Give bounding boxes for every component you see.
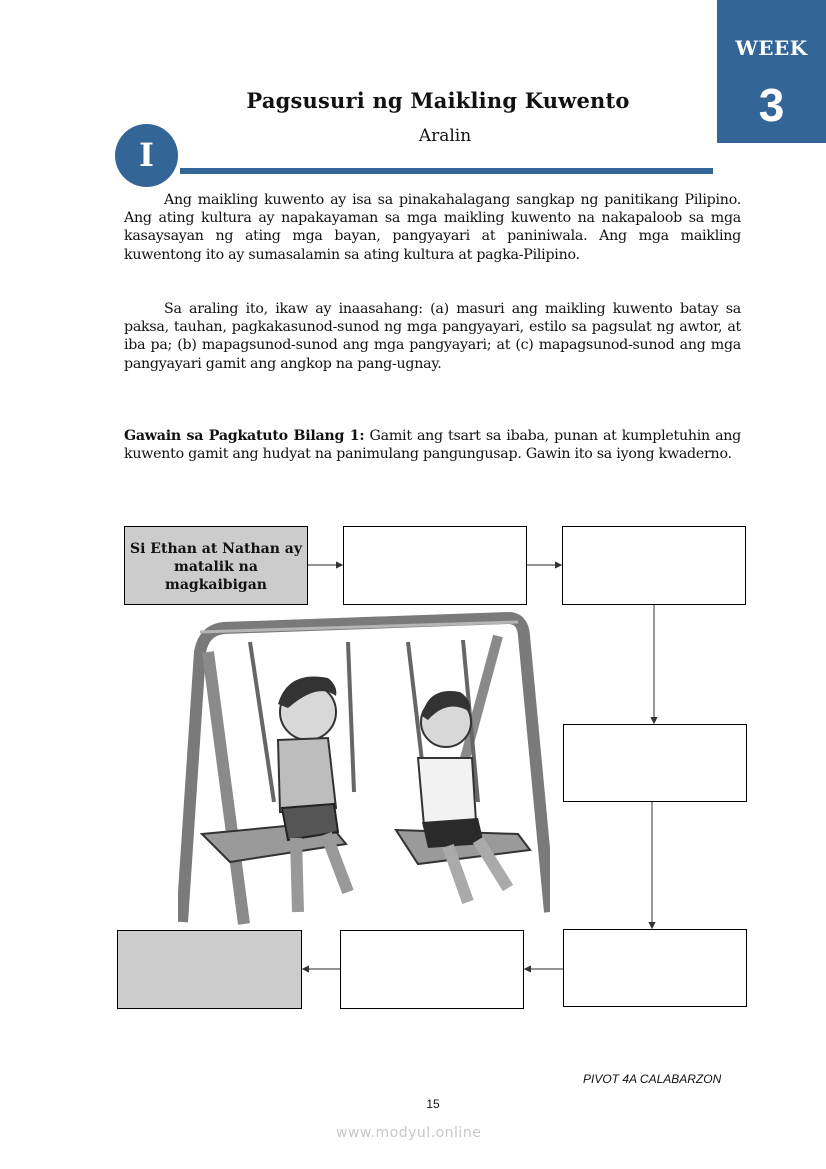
activity-text: Gamit ang tsart sa ibaba, punan at kumpletuhin ang kuwento gamit ang hudyat na panimulang pangungusap. Gawin ito sa iyong kwaderno. bbox=[124, 428, 741, 463]
watermark: www.modyul.online bbox=[336, 1125, 482, 1141]
objectives-paragraph bbox=[124, 300, 741, 373]
week-label: WEEK bbox=[735, 36, 808, 60]
flow-box-5 bbox=[563, 929, 747, 1007]
flow-box-start-text: Si Ethan at Nathan ay matalik na magkaibigan bbox=[130, 541, 302, 593]
intro-paragraph-text: Ang maikling kuwento ay isa sa pinakahalagang sangkap ng panitikang Pilipino. Ang ating kultura ay napakayaman sa mga maikling kuwento na nakapaloob sa mga kasaysayan ng ating mga bayan, pangyayari at paniniwala. Ang mga maikling kuwentong ito ay sumasalamin sa ating kultura at pagka-Pilipino. bbox=[124, 192, 741, 263]
week-number: 3 bbox=[758, 79, 785, 131]
intro-paragraph bbox=[124, 191, 741, 264]
page-number: 15 bbox=[426, 1097, 440, 1111]
activity-instructions bbox=[124, 427, 741, 463]
page-subtitle: Aralin bbox=[418, 126, 472, 146]
page-title: Pagsusuri ng Maikling Kuwento bbox=[246, 88, 630, 113]
two-boys-on-swing-illustration bbox=[178, 612, 550, 927]
flow-box-end bbox=[117, 930, 302, 1009]
flow-box-3 bbox=[562, 526, 746, 605]
section-badge: I bbox=[115, 124, 178, 187]
activity-label: Gawain sa Pagkatuto Bilang 1: bbox=[124, 428, 365, 444]
objectives-paragraph-text: Sa araling ito, ikaw ay inaasahang: (a) masuri ang maikling kuwento batay sa paksa, tauhan, pagkakasunod-sunod ng mga pangyayari, estilo sa pagsulat ng awtor, at iba pa; (b) mapagsunod-sunod ang mga pangyayari; at (c) mapagsunod-sunod ang mga pangyayari gamit ang angkop na pang-ugnay. bbox=[124, 301, 741, 372]
title-divider bbox=[180, 168, 713, 174]
week-tab bbox=[717, 0, 826, 143]
flow-box-2 bbox=[343, 526, 527, 605]
publisher-footer: PIVOT 4A CALABARZON bbox=[583, 1072, 722, 1086]
flow-box-6 bbox=[340, 930, 524, 1009]
flow-box-start bbox=[124, 526, 308, 605]
flow-box-4 bbox=[563, 724, 747, 802]
